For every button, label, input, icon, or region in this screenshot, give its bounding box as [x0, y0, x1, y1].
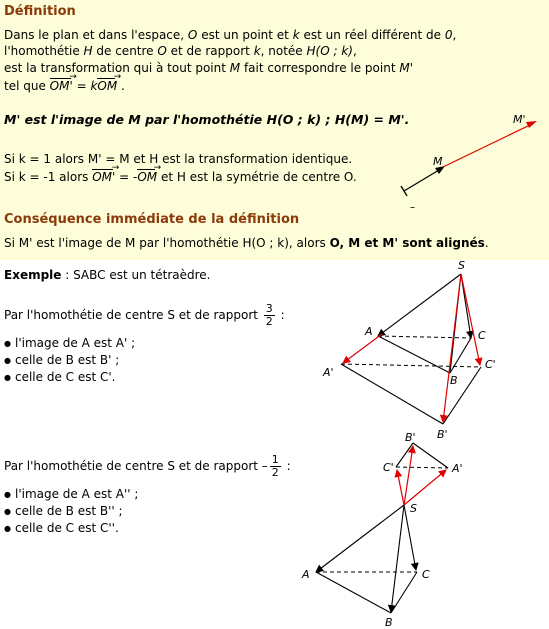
- definition-line-2: l'homothétie H de centre O et de rapport k, notée H(O ; k),: [4, 44, 357, 58]
- case-symmetry: Si k = -1 alors OM' → = -OM → et H est la symétrie de centre O.: [4, 169, 357, 185]
- o-tick: [401, 186, 407, 196]
- definition-line-4: tel que OM' → = kOM → .: [4, 78, 125, 94]
- edge-sa: [378, 274, 461, 336]
- label-a: A: [302, 568, 310, 581]
- label-ap: A': [452, 462, 463, 475]
- ratio-3-2: $\frac{3}{2}$: [265, 302, 273, 328]
- label-mp: M': [513, 113, 526, 126]
- tetrahedron-figure-1: [315, 258, 549, 443]
- part2-lead: Par l'homothétie de centre S et de rapport – $\frac{1}{2}$ :: [4, 453, 291, 479]
- tetrahedron-figure-2: [295, 425, 549, 629]
- list-item: ● celle de B est B' ;: [4, 352, 135, 369]
- part2-list: [4, 486, 138, 537]
- definition-line-3: est la transformation qui à tout point M fait correspondre le point M': [4, 61, 414, 75]
- image-sentence: M' est l'image de M par l'homothétie H(O ; k) ; H(M) = M'.: [4, 112, 410, 127]
- list-item: ● celle de B est B'' ;: [4, 503, 138, 520]
- list-item: ● celle de C est C'.: [4, 369, 135, 386]
- label-b: B: [385, 616, 393, 629]
- label-bp: B': [405, 431, 416, 444]
- list-item: ● l'image de A est A'' ;: [4, 486, 138, 503]
- edge-sa: [316, 505, 404, 572]
- edge-apbp: [341, 364, 443, 424]
- part1-lead: Par l'homothétie de centre S et de rapport $\frac{3}{2}$ :: [4, 302, 285, 328]
- label-b: B: [450, 374, 458, 387]
- label-cp: C': [383, 461, 394, 474]
- mmp-segment: [443, 124, 532, 167]
- label-c: C: [422, 568, 430, 581]
- red-s-cp: [397, 470, 404, 505]
- label-m: M: [433, 155, 443, 168]
- edge-ab: [378, 336, 450, 373]
- red-s-cp: [461, 274, 480, 365]
- label-s: S: [410, 502, 417, 515]
- case-identity: Si k = 1 alors M' = M et H est la transformation identique.: [4, 152, 353, 166]
- edge-cpap: [396, 467, 448, 468]
- definition-line-1: Dans le plan et dans l'espace, O est un point et k est un réel différent de 0,: [4, 28, 457, 42]
- example-intro: Exemple : SABC est un tétraèdre.: [4, 268, 211, 282]
- red-s-bp: [404, 446, 413, 505]
- homothety-figure: [395, 110, 549, 208]
- list-item: ● l'image de A est A' ;: [4, 335, 135, 352]
- red-s-ap: [404, 470, 446, 505]
- mp-arrowhead: [526, 121, 537, 128]
- list-item: ● celle de C est C''.: [4, 520, 138, 537]
- label-ap: A': [323, 366, 334, 379]
- label-c: C: [478, 329, 486, 342]
- label-s: S: [458, 259, 465, 272]
- definition-title: Définition: [4, 4, 76, 19]
- om-segment: [404, 170, 439, 191]
- label-cp: C': [485, 358, 496, 371]
- label-a: A: [365, 325, 373, 338]
- consequence-title: Conséquence immédiate de la définition: [4, 212, 300, 227]
- red-s-ap: [343, 334, 382, 363]
- edge-ab: [316, 572, 391, 613]
- red-s-bp: [443, 274, 461, 422]
- edge-ac: [378, 336, 471, 338]
- ratio-1-2: $\frac{1}{2}$: [271, 453, 279, 479]
- edge-bpap: [413, 443, 448, 468]
- consequence-text: Si M' est l'image de M par l'homothétie H(O ; k), alors O, M et M' sont alignés.: [4, 236, 489, 250]
- edge-apcp: [341, 364, 481, 367]
- label-bp: B': [437, 428, 448, 441]
- part1-list: [4, 335, 135, 386]
